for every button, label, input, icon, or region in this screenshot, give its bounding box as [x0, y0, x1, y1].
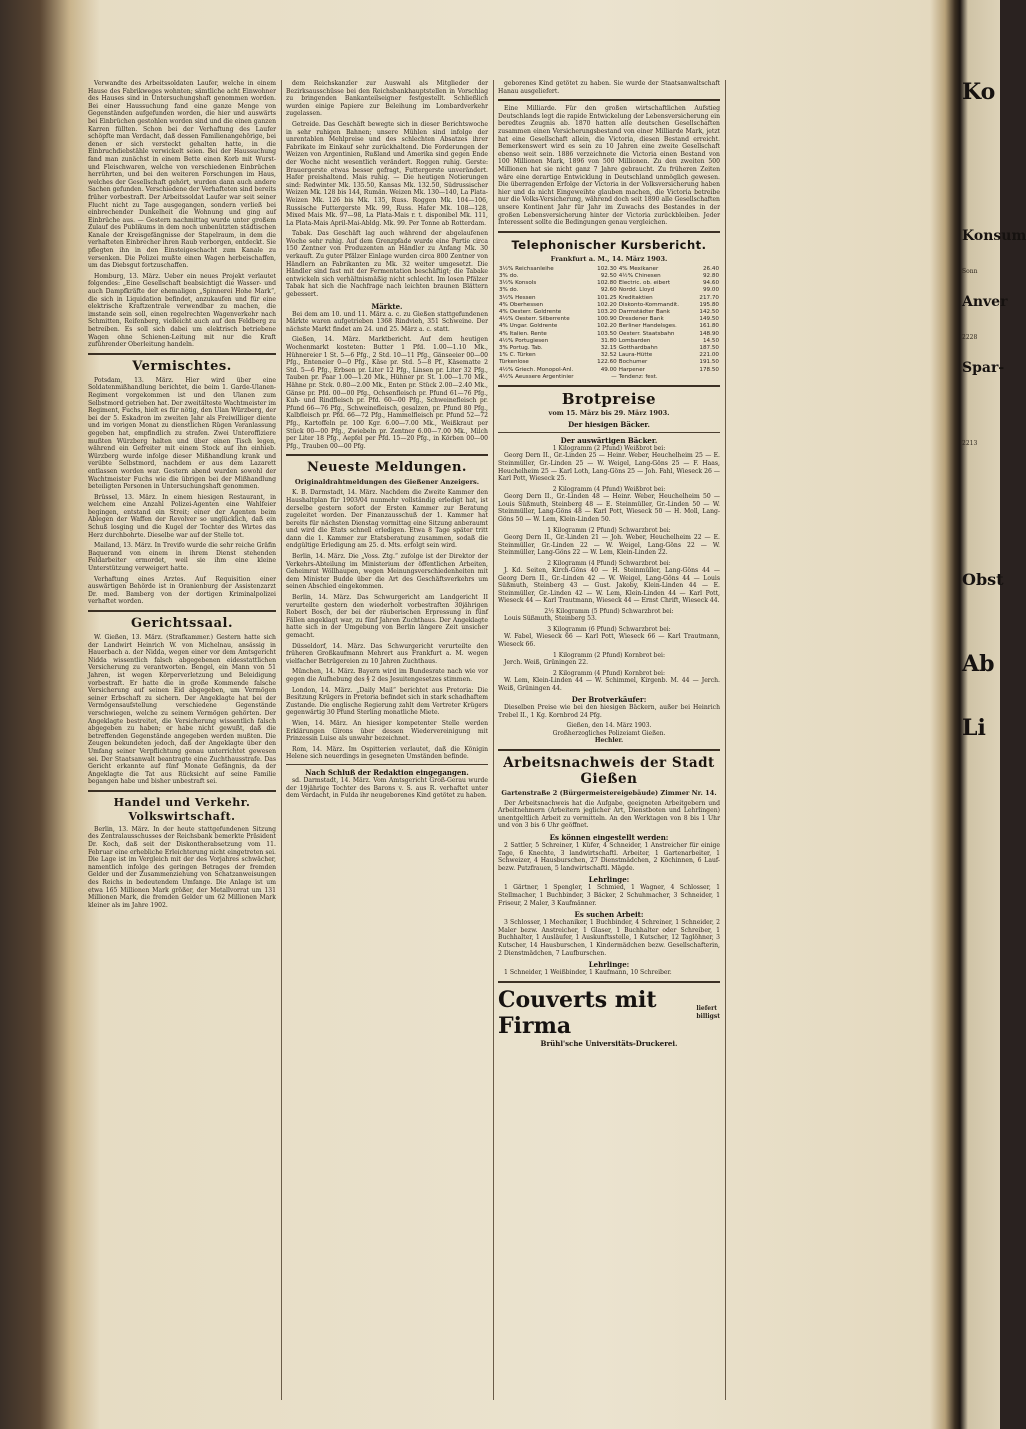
kurs-row	[498, 295, 720, 302]
kurs-security: 4½% Portugiesen	[499, 337, 549, 344]
subheading: Der auswärtigen Bäcker.	[560, 435, 658, 445]
article-text: 1 Gärtner, 1 Spengler, 1 Schmied, 1 Wagner, 4 Schlosser, 1 Stellmacher, 1 Buchbinder, 3 Bäcker, 2 Schuhmacher, 3 Schneider, 1 Friseur, 2 Maler, 3 Kaufmänner.	[498, 884, 720, 907]
kursbericht-date: Frankfurt a. M., 14. März 1903.	[550, 254, 668, 263]
kurs-security: 4½% Oesterr. Silberrente	[499, 316, 570, 323]
kurs-security: 4% Mexikaner	[618, 265, 659, 272]
article-text: Bei dem am 10. und 11. März a. c. zu Gießen stattgefundenen Märkte waren aufgetrieben 1368 Rindvieh, 351 Schweine. Der nächste Markt findet am 24. und 25. März a. c. statt.	[286, 310, 488, 333]
article-text: Verwandte des Arbeitssoldaten Laufer, welche in einem Hause des Fabrikweges wohnten; sämtliche acht Einwohner des Hauses sind in Untersuchungshaft genommen worden. Bei einer Haussuchung fand eine ganze Menge von Gegenständen aufgefunden worden, die hier und auswärts bei Einbrüchen gestohlen worden sind und die einen ganzen Karren füllten. Schon bei der Verhaftung des Laufer schöpfte man Verdacht, daß dessen Familienangehörige, bei denen er sich versteckt gehalten hatte, in die Einbruchdiebstähle verwickelt seien. Bei der Haussuchung fand man zunächst in einem Bette einen Korb mit Wurst- und Fleischwaren, welche von verschiedenen Einbrüchen herrührten, und bei den weiteren Forschungen im Haus, welches der Gesellschaft gehört, wurden dann auch andere Sachen gefunden. Verschiedene der Verhafteten sind bereits früher vorbestraft. Der Arbeitssoldat Laufer war seit seiner Flucht nicht zu Tage ausgegangen, sondern verließ bei einbrechender Dunkelheit die Wohnung und ging auf Einbrüche aus. — Gestern nachmittag wurde unter großem Zulauf des Publikums in dem noch unbenützten städtischen Kanale der Kreisgefängnisse der Stapelraum, in dem die verhafteten Einbrecher ihren Raub verborgen, entdeckt. Sie pflegten ihn in den Einsteigeschacht zum Kanale zu versenken. Die Polizei mußte einen Wagen herbeischaffen, um das Diebsgut fortzuschaffen.	[88, 80, 276, 270]
article-text: geborenes Kind getötet zu haben. Sie wurde der Staatsanwaltschaft Hanau ausgeliefert.	[498, 80, 720, 95]
kurs-security: Bochumer	[618, 359, 648, 366]
section-divider	[498, 981, 720, 983]
kurs-security: 4½% Griech. Monopol-Anl.	[499, 366, 574, 373]
kurs-security: 3½% Konsols	[499, 280, 537, 287]
subheading: Lehrlinge:	[588, 875, 630, 885]
kurs-value: 49.00	[600, 366, 617, 373]
kurs-value: 195.80	[699, 301, 719, 308]
article-text: München, 14. März. Bayern wird im Bundesrate nach wie vor gegen die Aufhebung des § 2 des Jesuitengesetzes stimmen.	[286, 668, 488, 683]
article-text: Düsseldorf, 14. März. Das Schwurgericht verurteilte den früheren Großkaufmann Mehrert aus Frankfurt a. M. wegen vielfacher Betrügereien zu 10 Jahren Zuchthaus.	[286, 642, 488, 665]
kurs-value: 101.25	[597, 294, 617, 301]
article-text: sd. Darmstadt, 14. März. Vom Amtsgericht Groß-Gerau wurde der 19jährige Tochter des Barons v. S. aus R. verhaftet unter dem Verdacht, in Fulda ihr neugeborenes Kind getötet zu haben.	[286, 776, 488, 800]
fragment-heading: Ko	[962, 79, 996, 105]
section-divider	[88, 353, 276, 355]
kurs-value: 161.80	[699, 323, 719, 330]
brot-list: Georg Dern II., Gr.-Linden 48 — Heinr. Weber, Heuchelheim 50 — Louis Süßmuth, Steinberg 48 — E. Steinmüller, Gr.-Linden 50 — W. Steinmüller, Lang-Göns 48 — Karl Pott, Wieseck 50 — H. Moll, Lang-Göns 50 — W. Lem, Klein-Linden 50.	[498, 493, 720, 523]
kurs-security: 1% C. Türken	[499, 352, 536, 359]
kurs-value: 92.60	[600, 287, 617, 294]
fragment-heading: Anver	[962, 294, 1008, 310]
kurs-value: 32.52	[600, 352, 617, 359]
article-text: Tabak. Das Geschäft lag auch während der abgelaufenen Woche sehr ruhig. Auf dem Grenzpfade wurde eine Partie circa 150 Zentner von Produzenten an Händler zu Anfang Mk. 30 verkauft. Zu guter Pfälzer Einlage wurden circa 800 Zentner von Händlern an Fabrikanten zu Mk. 32 weiter umgesetzt. Die Händler sind fast mit der Fermentation beschäftigt; die Tabake entwickeln sich verhältnismäßig nicht schlecht. Im losen Pfälzer Tabak hat sich die Nachfrage nach leichten braunen Blättern gebessert.	[286, 230, 488, 299]
kurs-security: Lombarden	[618, 337, 651, 344]
article-text: Berlin, 14. März. Das Schwurgericht am Landgericht II verurteilte gestern den wiederholt vorbestraften 30jährigen Robert Bosch, der bei der räuberischen Erpressung in fünf Fällen angeklagt war, zu fünf Jahren Zuchthaus. Der Angeklagte hatte sich in der Umgebung von Berlin längere Zeit unsicher gemacht.	[286, 594, 488, 639]
kurs-value: 31.80	[600, 337, 617, 344]
kurs-security: Electric. ob. eibert	[618, 280, 671, 287]
kurs-row	[498, 302, 720, 309]
kurs-row	[498, 374, 720, 381]
kurs-value: 191.50	[699, 359, 719, 366]
ad-printer: Brühl'sche Universitäts-Druckerei.	[540, 1038, 678, 1048]
kurs-row	[498, 331, 720, 338]
kurs-security: 4% Italien. Rente	[499, 330, 547, 337]
kurs-security: Türkenlose	[499, 359, 529, 366]
kurs-value: 142.50	[699, 308, 719, 315]
brot-category: 2 Kilogramm (4 Pfund) Weißbrot bei:	[552, 485, 666, 493]
kurs-row	[498, 266, 720, 273]
brot-category: 1 Kilogramm (2 Pfund) Schwarzbrot bei:	[547, 526, 671, 534]
ad-headline: Couverts mit Firma	[498, 986, 657, 1039]
article-text: Potsdam, 13. März. Hier wird über eine Soldatenmißhandlung berichtet, die beim 1. Garde-Ulanen-Regiment vorgekommen ist und den Ulanen zum Selbstmord getrieben hat. Der zweitälteste Wachtmeister im Regiment, Fuchs, hielt es für nötig, den Ulan Würzberg, der bei der 5. Eskadron im zweiten Jahr als Freiwilliger diente und im vorigen Monat zu dienstlichen Rügen Veranlassung gegeben hat, empfindlich zu strafen. Zwei Unteroffiziere mußten Würzberg halten und über einen Tisch legen, während ein Gefreiter mit einem Stock auf ihn einhieb. Würzberg wurde infolge dieser Mißhandlung krank und verübte Selbstmord, nachdem er aus dem Lazarett entlassen worden war. Gestern abend wurden sowohl der Wachtmeister Fuchs wie die übrigen bei der Mißhandlung beteiligten Personen in Untersuchungshaft genommen.	[88, 376, 276, 491]
brot-list: Louis Süßmuth, Steinberg 53.	[504, 615, 597, 623]
kurs-value: 178.50	[699, 366, 719, 373]
kurs-row	[498, 338, 720, 345]
kurs-value: 92.50	[600, 272, 617, 279]
subheading: Es suchen Arbeit:	[574, 910, 644, 920]
article-text: Gießen, 14. März. Marktbericht. Auf dem heutigen Wochenmarkt kosteten: Butter 1 Pfd. 1.00—1.10 Mk., Hühnereier 1 St. 5—6 Pfg., 2 Std. 10—11 Pfg., Gänseeier 00—00 Pfg., Enteneier 0—0 Pfg., Käse pr. Std. 5—8 Pf., Käsematte 2 Std. 5—6 Pfg., Erbsen pr. Liter 12 Pfg., Linsen pr. Liter 32 Pfg., Tauben pr. Paar 1.00—1.20 Mk., Hühner pr. St. 1.00—1.70 Mk., Hähne pr. Stck. 0.80—2.00 Mk., Enten pr. Stück 2.00—2.40 Mk., Gänse pr. Pfd. 00—00 Pfg., Ochsenfleisch pr. Pfund 61—76 Pfg., Kuh- und Rindfleisch pr. Pfd. 60—00 Pfg., Schweinefleisch pr. Pfund 66—76 Pfg., Schweinefleisch, gesalzen, pr. Pfund 80 Pfg., Kalbfleisch pr. Pfd. 66—72 Pfg., Hammelfleisch pr. Pfund 52—72 Pfg., Kartoffeln pr. 100 Kgr. 6.00—7.00 Mk., Weißkraut per Stück 00—00 Pfg., Zwiebeln pr. Zentner 6.00—7.00 Mk., Milch per Liter 18 Pfg., Aepfel per Pfd. 15—20 Pfg., in Körben 00—00 Pfg., Trauben 00—00 Pfg.	[286, 336, 488, 450]
article-text: Wien, 14. März. An hiesiger kompetenter Stelle werden Erklärungen Girons über dessen Wiedervereinigung mit Prinzessin Luise als unwahr bezeichnet.	[286, 719, 488, 743]
column-rule	[725, 80, 726, 1400]
article-text: Rom, 14. März. Im Ospitterien verlautet, daß die Königin Helene sich neuerdings in gesegneten Umständen befinde.	[286, 745, 488, 761]
kurs-value: —	[611, 373, 617, 380]
subheading: Der hiesigen Bäcker.	[568, 419, 650, 429]
kurs-security: Tendenz: fest.	[618, 373, 658, 380]
kurs-security: 3% Portug. Tab.	[499, 344, 543, 351]
kurs-security: Dresdener Bank	[618, 316, 664, 323]
fragment-heading: Spar-	[962, 360, 1005, 376]
kurs-value: 99.00	[702, 287, 719, 294]
fragment-heading: Ab	[962, 651, 995, 677]
brot-list: Georg Dern II., Gr.-Linden 25 — Heinr. Weber, Heuchelheim 25 — E. Steinmüller, Gr.-Linden 25 — W. Weigel, Lang-Göns 25 — F. Haas, Heuchelheim 25 — Karl Loth, Lang-Göns 25 — Joh. Fahl, Wieseck 26 — Karl Pott, Wieseck 25.	[498, 452, 720, 483]
brot-category: 2 Kilogramm (4 Pfund) Kornbrot bei:	[552, 669, 665, 677]
fragment-text: Sonn	[962, 268, 978, 275]
article-text: Brüssel, 13. März. In einem hiesigen Restaurant, in welchem eine Anzahl Polizei-Agenten eine Wahlfeier begingen, entstand ein Streit; einer der Agenten beim Ablegen der Waffen der Revolver so unglücklich, daß ein Schuß losging und die Kugel der Tochter des Wirtes das Herz durchbohrte. Dieselbe war auf der Stelle tot.	[88, 493, 276, 539]
kurs-value: 32.15	[600, 344, 617, 351]
section-heading-neueste-meldungen: Neueste Meldungen.	[307, 460, 467, 476]
brot-list: W. Lem, Klein-Linden 44 — W. Schimmel, Kirgenb. M. 44 — Jerch. Weiß, Grüningen 44.	[498, 677, 720, 692]
kurs-security: 3% do.	[499, 287, 519, 294]
article-text: 3 Schlosser, 1 Mechaniker, 1 Buchbinder, 4 Schreiner, 1 Schneider, 2 Maler bezw. Anstreicher, 1 Glaser, 1 Buchhalter oder Schreiber, 1 Buchhalter, 1 Ausläufer, 1 Auskunftsstelle, 1 Kutscher, 12 Taglöhner, 3 Kutscher, 14 Hausburschen, 1 Kindermädchen bezw. Gesellschafterin, 2 Dienstmädchen, 7 Laufburschen.	[498, 919, 720, 957]
article-text: Mailand, 13. März. In Trevifo wurde die sehr reiche Gräfin Baquerand von einem in ihrem Dienst stehenden Feldarbeiter ermordet, weil sie ihm eine kleine Unterstützung verweigert hatte.	[88, 542, 276, 573]
kurs-value: 103.20	[597, 308, 617, 315]
article-text: London, 14. März. „Daily Mail“ berichtet aus Pretoria: Die Besitzung Krügers in Pretoria befindet sich in stark schadhaftem Zustande. Die englische Regierung zahlt dem Vertreter Krügers gegenwärtig 30 Pfund Sterling monatliche Miete.	[286, 686, 488, 717]
kurs-value: 221.00	[699, 352, 719, 359]
signature-name: Hechler.	[594, 737, 624, 745]
kurs-table	[498, 266, 720, 381]
article-text: Berlin, 13. März. In der heute stattgefundenen Sitzung des Zentralausschusses der Reichsbank bemerkte Präsident Dr. Koch, daß seit der Diskontherabsetzung vom 11. Februar eine erhebliche Erleichterung nicht eingetreten sei. Die Lage ist im Vergleich mit der des Vorjahres schwächer, namentlich infolge des geringen Betrages der fremden Gelder und der Zusammenziehung von Schatzanweisungen des Reichs in bedeutendem Umfange. Die Anlage ist um etwa 165 Millionen Mark größer, der Metallvorrat um 131 Millionen Mark, die fremden Gelder um 62 Millionen Mark kleiner als im Jahre 1902.	[88, 825, 276, 909]
subheading: Es können eingestellt werden:	[549, 833, 669, 843]
arbeitsnachweis-address: Gartenstraße 2 (Bürgermeistereigebäude) Zimmer Nr. 14.	[501, 788, 717, 797]
kurs-security: Oesterr. Staatsbahn	[618, 330, 675, 337]
column-2	[286, 80, 488, 803]
column-3	[498, 80, 720, 1048]
kurs-row	[498, 352, 720, 359]
article-text: Verhaftung eines Arztes. Auf Requisition einer auswärtigen Behörde ist in Oranienburg der Assistenzarzt Dr. med. Bamberg von der dortigen Kriminalpolizei verhaftet worden.	[88, 575, 276, 606]
kurs-row	[498, 359, 720, 366]
kurs-row	[498, 345, 720, 352]
kurs-security: 3% do.	[499, 272, 519, 279]
brotpreise-period: vom 15. März bis 29. März 1903.	[548, 408, 670, 417]
kurs-security: Nordd. Lloyd	[618, 287, 655, 294]
fragment-text: 2228	[962, 334, 978, 341]
section-divider	[498, 99, 720, 101]
kurs-value: 92.80	[702, 272, 719, 279]
kurs-security: 3½% Hessen	[499, 294, 536, 301]
kurs-security: 4% Oberhessen	[499, 301, 544, 308]
kurs-security: 3½% Reichsanleihe	[499, 265, 554, 272]
brot-list: J. Kd. Seiten, Kirch-Göns 40 — H. Steinmüller, Lang-Göns 44 — Georg Dern II., Gr.-Linden 42 — W. Weigel, Lang-Göns 44 — Louis Süßmuth, Steinberg 43 — Gust. Jakoby, Klein-Linden 44 — E. Steinmüller, Gr.-Linden 42 — W. Lem, Klein-Linden 44 — Karl Pott, Wieseck 44 — Karl Trautmann, Wieseck 44 — Ernst Chrift, Wieseck 44.	[498, 567, 720, 605]
kurs-security: 4% Oesterr. Goldrente	[499, 308, 562, 315]
brot-list: Georg Dern II., Gr.-Linden 21 — Joh. Weber, Heuchelheim 22 — E. Steinmüller, Gr.-Linden 22 — W. Weigel, Lang-Göns 22 — W. Steinmüller, Lang-Göns 22 — W. Lem, Klein-Linden 22.	[498, 533, 720, 557]
section-heading-vermischtes: Vermischtes.	[132, 358, 232, 374]
brot-category: 1 Kilogramm (2 Pfund) Weißbrot bei:	[552, 444, 666, 452]
article-text: Getreide. Das Geschäft bewegte sich in dieser Berichtswoche in sehr ruhigen Bahnen; unsere Mühlen sind infolge der unrentablen Mehlpreise und des schlechten Absatzes ihrer Fabrikate im Einkauf sehr zurückhaltend. Die Forderungen der Weizen von Argentinien, Rußland und Amerika sind gegen Ende der Woche nicht wesentlich verändert. Roggen ruhig. Gerste: Brauergerste etwas besser gefragt, Futtergerste unverändert. Hafer preishaltend. Mais ruhig. — Die heutigen Notierungen sind: Redwinter Mk. 135.50, Kansas Mk. 132.50, Südrussischer Weizen Mk. 128 bis 144, Rumän. Weizen Mk. 130—140, La Plata-Weizen Mk. 126 bis Mk. 135, Russ. Roggen Mk. 104—106, Russische Futtergerste Mk. 99, Russ. Hafer Mk. 108—128, Mixed Mais Mk. 97—98, La Plata-Mais r. t. disponibel Mk. 111, La Plata-Mais April-Mai-Abldg. Mk. 99. Per Tonne ab Rotterdam.	[286, 120, 488, 227]
section-divider	[498, 231, 720, 233]
kurs-security: 4% Ungar. Goldrente	[499, 323, 558, 330]
kurs-row	[498, 273, 720, 280]
signature-authority: Großherzogliches Polizeiamt Gießen.	[552, 729, 666, 737]
signature-date: Gießen, den 14. März 1903.	[566, 722, 652, 730]
adjacent-page-fragment	[962, 79, 1026, 1410]
article-text: W. Gießen, 13. März. (Strafkammer.) Gestern hatte sich der Landwirt Heinrich W. von Michelnau, ansässig in Hauerbach a. der Nidda, wegen einer vor dem Amtsgericht Nidda wissentlich falsch abgegebenen eidesstattlichen Versicherung zu verantworten. Bengel, ein Mann von 51 Jahren, ist wegen Körperverletzung und Beleidigung vorbestraft. Er hatte die in große Kommende falsche Versicherung auf seinen Eid abgegeben, um Vermögen seiner Erbschaft zu sichern. Der Angeklagte hat bei der Vermögensaufstellung verschiedene Gegenstände verschwiegen, welche zu seinem Vermögen gehörten. Der Angeklagte bestreitet, die Versicherung wissentlich falsch abgegeben zu haben; er habe nicht gewußt, daß die betreffenden Gegenstände angegeben werden mußten. Die Zeugen bekundeten jedoch, daß der Angeklagte über den Umfang seiner Verpflichtung genau unterrichtet gewesen sei. Der Staatsanwalt beantragte eine Zuchthausstrafe. Das Gericht erkannte auf fünf Monate Gefängnis, da der Angeklagte die Tat aus Rücksicht auf seine Familie begangen habe und bisher unbestraft sei.	[88, 634, 276, 786]
subheading: Der Brotverkäufer:	[571, 695, 647, 705]
article-text: dem Reichskanzler zur Auswahl als Mitglieder der Bezirksausschüsse bei den Reichsbankhauptstellen in Vorschlag zu bringenden Bankanteilseigner festgestellt. Schließlich wurden einige Papiere zur Beleihung im Lombardverkehr zugelassen.	[286, 80, 488, 118]
kurs-row	[498, 323, 720, 330]
advertisement-couverts	[498, 987, 720, 1039]
kurs-row	[498, 316, 720, 323]
kurs-value: 187.50	[699, 344, 719, 351]
column-rule	[493, 80, 494, 1400]
kurs-row	[498, 367, 720, 374]
article-text: K. B. Darmstadt, 14. März. Nachdem die Zweite Kammer den Haushaltplan für 1903/04 nunmehr vollständig erledigt hat, ist derselbe gestern sofort der Ersten Kammer zur Beratung zugeleitet worden. Der Finanzausschuß der 1. Kammer hat bereits für nächsten Dienstag vormittag eine Sitzung anberaumt und wird die Etats schnell erledigen. Etwa 8 Tage später tritt dann die 1. Kammer zur Etatsberatung zusammen, sodaß die endgültige Erledigung am 25. d. Mts. erfolgt sein wird.	[286, 489, 488, 550]
article-text: 1 Schneider, 1 Weißbinder, 1 Kaufmann, 10 Schreiber.	[504, 969, 672, 977]
brot-list: Jerch. Weiß, Grüningen 22.	[504, 659, 589, 667]
subheading-maerkte: Märkte.	[371, 301, 403, 311]
brot-category: 3 Kilogramm (6 Pfund) Schwarzbrot bei:	[547, 626, 671, 634]
kurs-value: 14.50	[702, 337, 719, 344]
brot-category: 2½ Kilogramm (5 Pfund) Schwarzbrot bei:	[544, 608, 674, 616]
article-text: Homburg, 13. März. Ueber ein neues Projekt verlautet folgendes: „Eine Gesellschaft beabsichtigt die Wasser- und auch Dampfkräfte der ehemaligen „Spinnerei Hohe Mark“, die sich in Liquidation befindet, anzukaufen und für eine elektrische Kraftzentrale verwendbar zu machen, die imstande sein soll, einen regelrechten Wagenverkehr nach Schmitten, Reifenberg, vielleicht auch auf den Feldberg zu betreiben. Es soll sich dabei um elektrisch betriebene Wagen ohne Schienen-Leitung mit nur die Kraft zuführender Oberleitung handeln.	[88, 272, 276, 349]
section-divider	[498, 385, 720, 387]
kurs-security: Kreditaktien	[618, 294, 653, 301]
kurs-value: 102.20	[597, 323, 617, 330]
kurs-value: 26.40	[702, 265, 719, 272]
fragment-heading: Obst	[962, 570, 1004, 589]
kurs-security: 4½% Aeussere Argentinier	[499, 373, 574, 380]
kurs-value: 148.90	[699, 330, 719, 337]
subheading-nach-schluss: Nach Schluß der Redaktion eingegangen.	[305, 767, 469, 777]
column-rule	[281, 80, 282, 1400]
article-text: Eine Milliarde. Für den großen wirtschaftlichen Aufstieg Deutschlands legt die rapide Entwickelung der Lebensversicherung ein beredtes Zeugnis ab. 1870 hatten alle deutschen Gesellschaften zusammen einen Versicherungsbestand von einer Milliarde Mark, jetzt hat eine Gesellschaft allein, die Victoria, diesen Bestand erreicht. Bemerkenswert wird es sein zu 10 Jahren eine zweite Gesellschaft ebenso weit sein. 1886 verzeichnete die Victoria einen Bestand von 100 Millionen Mark, 1896 von 500 Millionen. Zu den zweiten 500 Millionen hat sie nicht ganz 7 Jahre gebraucht. Zu früheren Zeiten wäre eine derartige Entwicklung in Deutschland unmöglich gewesen. Die überragenden Erfolge der Victoria in der Volksversicherung haben hier und da nicht Eingeweihte glauben machen, die Victoria betreibe nur die Volks-Versicherung, während doch seit 1890 alle Gesellschaften unsere Kontinent Jahr für Jahr im Zuwachs des Bestandes in der großen Lebensversicherung hinter der Victoria zurückbleiben. Jeder Interessent sollte die Bedingungen genau vergleichen.	[498, 105, 720, 227]
kurs-security: Harpener	[618, 366, 645, 373]
kurs-value: 102.20	[597, 301, 617, 308]
section-divider	[498, 749, 720, 751]
kurs-value	[694, 374, 720, 381]
kurs-security: Laura-Hütte	[618, 352, 653, 359]
kurs-security: Gotthardbahn	[618, 344, 658, 351]
kurs-security: Berliner Handelsges.	[618, 323, 677, 330]
kurs-value: 102.30	[597, 265, 617, 272]
brot-list: W. Fabel, Wieseck 66 — Karl Pott, Wieseck 66 — Karl Trautmann, Wieseck 66.	[498, 633, 720, 649]
fragment-heading: Konsum	[962, 228, 1026, 244]
brot-category: 1 Kilogramm (2 Pfund) Kornbrot bei:	[552, 651, 665, 659]
article-text: Dieselben Preise wie bei den hiesigen Bäckern, außer bei Heinrich Trebel II., 1 Kg. Kornbrod 24 Pfg.	[498, 704, 720, 719]
article-text: Berlin, 14. März. Die „Voss. Ztg.“ zufolge ist der Direktor der Verkehrs-Abteilung im Ministerium der öffentlichen Arbeiten, Geheimrat Wöllhaupen, wegen Meinungsverschiedenheiten mit dem Minister Budde über die Art des Geschäftsverkehrs um seinen Abschied eingekommen.	[286, 553, 488, 591]
section-heading-kursbericht: Telephonischer Kursbericht.	[511, 237, 707, 252]
kurs-value: 100.90	[597, 316, 617, 323]
column-1	[88, 80, 276, 912]
divider	[498, 432, 720, 433]
kurs-value: 217.70	[699, 294, 719, 301]
kurs-value: 149.50	[699, 316, 719, 323]
kurs-value: 102.80	[597, 280, 617, 287]
kurs-row	[498, 287, 720, 294]
kurs-security: 4½% Chinesen	[618, 272, 661, 279]
section-heading-handel: Handel und Verkehr. Volkswirtschaft.	[113, 795, 251, 823]
kurs-value: 122.60	[597, 359, 617, 366]
article-text: 2 Sattler, 5 Schreiner, 1 Küfer, 4 Schneider, 1 Anstreicher für einige Tage, 6 Knechte, 3 landwirtschaftl. Arbeiter, 1 Gartenarbeiter, 1 Schweizer, 4 Hausburschen, 27 Dienstmädchen, 2 Köchinnen, 6 Lauf- bezw. Putzfrauen, 5 landwirtschaftl. Mägde.	[498, 842, 720, 872]
newspaper-page	[88, 80, 940, 1410]
kurs-row	[498, 280, 720, 287]
section-subheading: Originaldrahtmeldungen des Gießener Anzeigers.	[294, 478, 480, 487]
kurs-value: 103.50	[597, 330, 617, 337]
fragment-text: 2213	[962, 440, 978, 447]
section-heading-gerichtssaal: Gerichtssaal.	[131, 616, 233, 631]
fragment-heading: Li	[962, 715, 986, 741]
section-heading-brotpreise: Brotpreise	[561, 389, 657, 408]
brot-category: 2 Kilogramm (4 Pfund) Schwarzbrot bei:	[547, 559, 671, 567]
kurs-security: Darmstädter Bank	[618, 308, 670, 315]
ad-side-text: liefert billigst	[696, 1005, 721, 1020]
section-heading-arbeitsnachweis: Arbeitsnachweis der Stadt Gießen	[503, 754, 715, 787]
kurs-security: Diskonto-Kommandit.	[618, 301, 680, 308]
section-divider	[88, 610, 276, 612]
kurs-value: 94.60	[702, 280, 719, 287]
subheading: Lehrlinge:	[588, 960, 630, 970]
section-divider	[88, 790, 276, 792]
section-divider	[286, 454, 488, 456]
divider	[286, 764, 488, 765]
article-text: Der Arbeitsnachweis hat die Aufgabe, geeigneten Arbeitgebern und Arbeitnehmern (Arbeitern jeglicher Art, Dienstboten und Lehrlingen) unentgeltlich Arbeit zu vermitteln. An den Werktagen von 8 bis 1 Uhr und von 3 bis 6 Uhr geöffnet.	[498, 799, 720, 830]
